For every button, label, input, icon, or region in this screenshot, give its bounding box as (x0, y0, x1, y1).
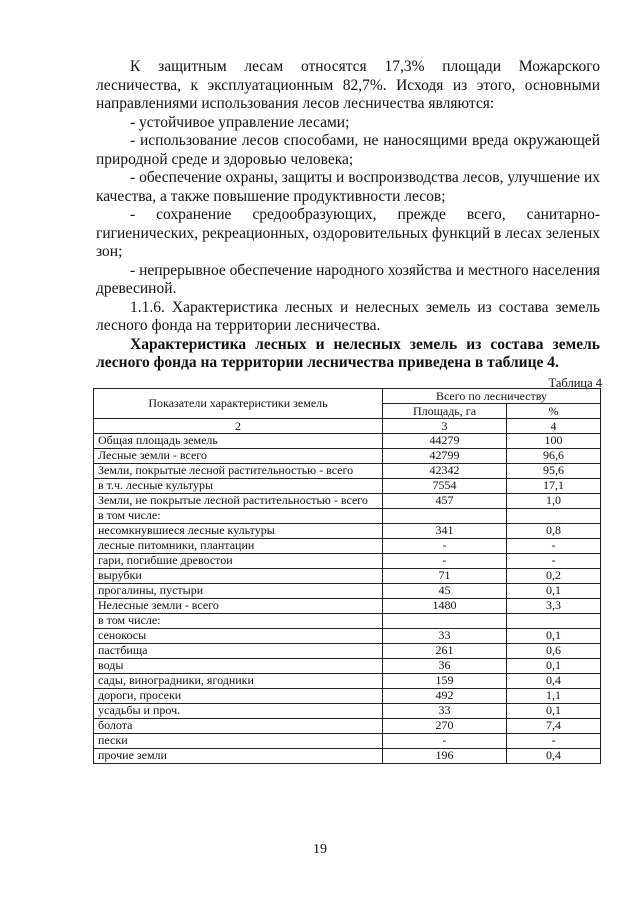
table-row (94, 479, 601, 494)
row-area (383, 614, 507, 629)
row-area: 270 (383, 719, 507, 734)
table-row (94, 674, 601, 689)
paragraph-protective-forests: К защитным лесам относятся 17,3% площади Можарского лесничества, к эксплуатационным 82,7%. Исходя из этого, основными направлениями использования лесов лесничества являются: (96, 58, 600, 112)
table-row (94, 539, 601, 554)
row-area (383, 509, 507, 524)
row-label: пастбища (94, 644, 383, 659)
page-number: 19 (313, 842, 327, 857)
bullet-environmental-functions: - сохранение средообразующих, прежде всего, санитарно-гигиенических, рекреационных, оздоровительных функций в лесах зеленых зон; (96, 206, 600, 260)
section-heading: 1.1.6. Характеристика лесных и нелесных земель из состава земель лесного фонда на территории лесничества. (96, 298, 600, 334)
row-area: 71 (383, 569, 507, 584)
table-row (94, 434, 601, 449)
row-label: прогалины, пустыри (94, 584, 383, 599)
row-percent: 0,1 (507, 704, 601, 719)
row-area: 159 (383, 674, 507, 689)
row-percent: 0,4 (507, 674, 601, 689)
table-row (94, 704, 601, 719)
header-percent: % (507, 404, 601, 419)
row-area: 45 (383, 584, 507, 599)
row-percent: 0,8 (507, 524, 601, 539)
row-percent: 1,0 (507, 494, 601, 509)
row-percent: 0,6 (507, 644, 601, 659)
row-percent: 17,1 (507, 479, 601, 494)
header-area: Площадь, га (383, 404, 507, 419)
table-row (94, 569, 601, 584)
col-number-1: 2 (94, 419, 383, 434)
table-numbering-row (94, 419, 601, 434)
row-label: Нелесные земли - всего (94, 599, 383, 614)
table-row (94, 449, 601, 464)
row-label: усадьбы и проч. (94, 704, 383, 719)
header-total: Всего по лесничеству (383, 389, 601, 404)
row-label: Общая площадь земель (94, 434, 383, 449)
row-area: - (383, 554, 507, 569)
row-area: 42799 (383, 449, 507, 464)
row-label: гари, погибшие древостои (94, 554, 383, 569)
row-area: 36 (383, 659, 507, 674)
row-area: 44279 (383, 434, 507, 449)
row-label: Земли, покрытые лесной растительностью - всего (94, 464, 383, 479)
row-label: в т.ч. лесные культуры (94, 479, 383, 494)
row-percent: 0,1 (507, 584, 601, 599)
row-percent: 0,1 (507, 659, 601, 674)
col-number-2: 3 (383, 419, 507, 434)
row-label: пески (94, 734, 383, 749)
table-caption: Таблица 4 (548, 376, 602, 390)
row-percent: 100 (507, 434, 601, 449)
table-row (94, 554, 601, 569)
row-label: лесные питомники, плантации (94, 539, 383, 554)
row-area: 7554 (383, 479, 507, 494)
row-area: 33 (383, 629, 507, 644)
table-header-row (94, 389, 601, 404)
row-percent: - (507, 539, 601, 554)
bullet-protection: - обеспечение охраны, защиты и воспроизводства лесов, улучшение их качества, а также повышение продуктивности лесов; (96, 169, 600, 205)
row-percent: 0,4 (507, 749, 601, 764)
row-area: 33 (383, 704, 507, 719)
bullet-harmless-use: - использование лесов способами, не наносящими вреда окружающей природной среде и здоровью человека; (96, 132, 600, 168)
row-percent: 0,1 (507, 629, 601, 644)
col-number-3: 4 (507, 419, 601, 434)
table-row (94, 524, 601, 539)
table-row (94, 614, 601, 629)
table-row (94, 464, 601, 479)
table-row (94, 749, 601, 764)
table-row (94, 689, 601, 704)
row-label: в том числе: (94, 614, 383, 629)
table-row (94, 719, 601, 734)
row-label: Лесные земли - всего (94, 449, 383, 464)
row-label: несомкнувшиеся лесные культуры (94, 524, 383, 539)
row-area: 196 (383, 749, 507, 764)
table-row (94, 509, 601, 524)
row-area: - (383, 734, 507, 749)
body-text (96, 58, 600, 373)
row-area: 1480 (383, 599, 507, 614)
row-area: 42342 (383, 464, 507, 479)
row-area: 341 (383, 524, 507, 539)
row-percent: 1,1 (507, 689, 601, 704)
row-label: болота (94, 719, 383, 734)
table-row (94, 629, 601, 644)
row-area: 492 (383, 689, 507, 704)
land-characteristics-table (93, 388, 601, 764)
table-row (94, 734, 601, 749)
table-row (94, 584, 601, 599)
row-area: 457 (383, 494, 507, 509)
row-label: воды (94, 659, 383, 674)
row-percent: 0,2 (507, 569, 601, 584)
bullet-sustainable-management: - устойчивое управление лесами; (130, 113, 350, 131)
row-percent: 7,4 (507, 719, 601, 734)
row-label: Земли, не покрытые лесной растительностью - всего (94, 494, 383, 509)
header-indicators: Показатели характеристики земель (94, 389, 383, 419)
row-area: 261 (383, 644, 507, 659)
row-area: - (383, 539, 507, 554)
row-label: прочие земли (94, 749, 383, 764)
row-percent: 96,6 (507, 449, 601, 464)
table-row (94, 494, 601, 509)
row-percent: - (507, 554, 601, 569)
row-percent: 3,3 (507, 599, 601, 614)
row-label: дороги, просеки (94, 689, 383, 704)
table-row (94, 659, 601, 674)
table-row (94, 644, 601, 659)
row-label: вырубки (94, 569, 383, 584)
row-percent: 95,6 (507, 464, 601, 479)
row-label: сады, виноградники, ягодники (94, 674, 383, 689)
row-percent: - (507, 734, 601, 749)
table-intro: Характеристика лесных и нелесных земель из состава земель лесного фонда на территории лесничества приведена в таблице 4. (96, 335, 600, 371)
row-label: сенокосы (94, 629, 383, 644)
row-percent (507, 614, 601, 629)
bullet-timber-supply: - непрерывное обеспечение народного хозяйства и местного населения древесиной. (96, 261, 600, 297)
row-label: в том числе: (94, 509, 383, 524)
table-row (94, 599, 601, 614)
row-percent (507, 509, 601, 524)
